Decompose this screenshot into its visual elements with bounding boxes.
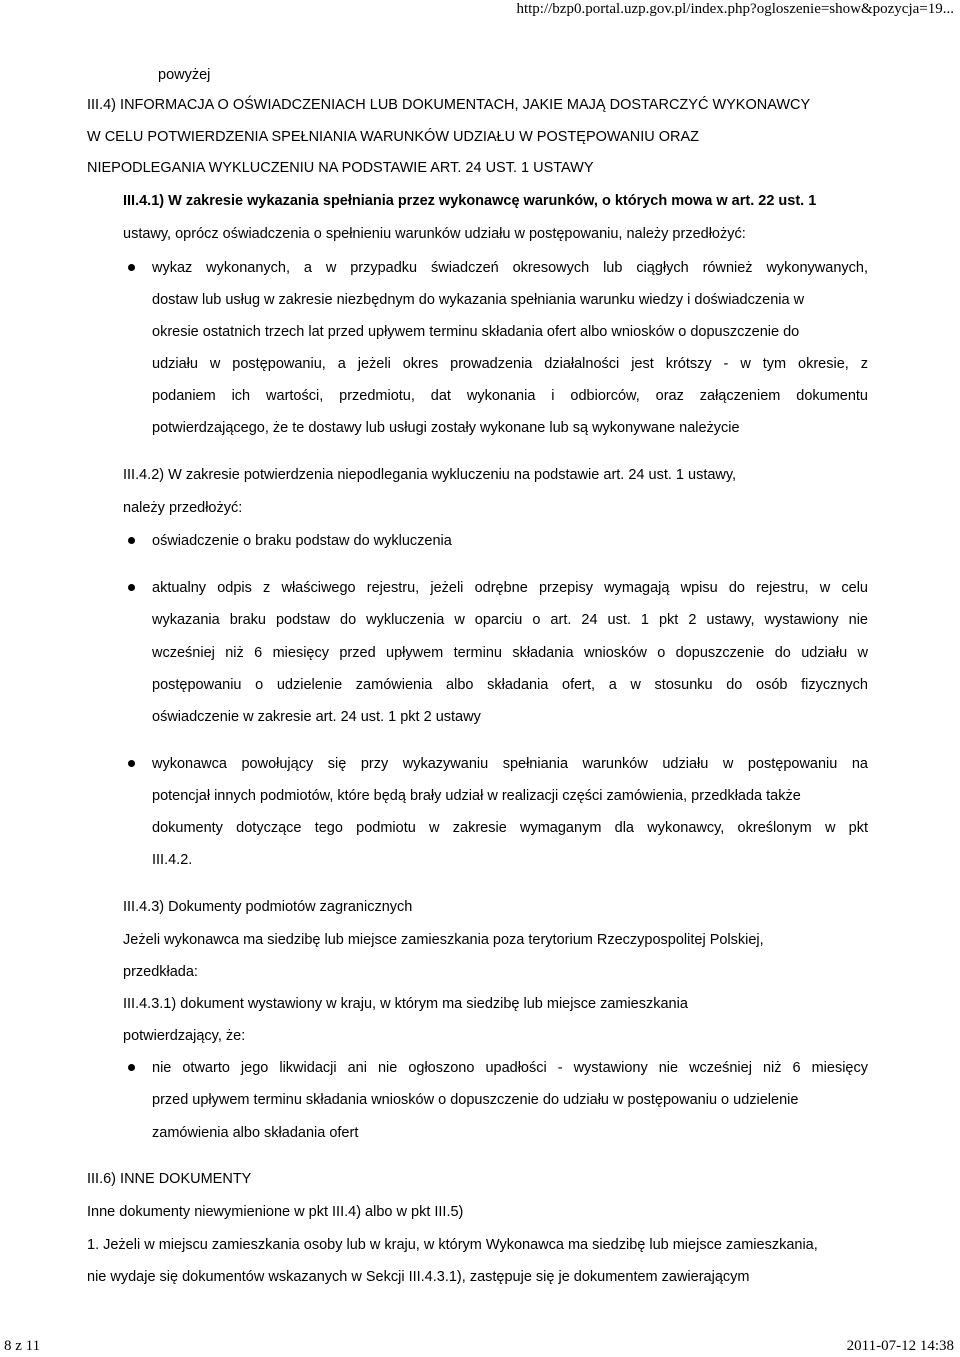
paragraph-line: 1. Jeżeli w miejscu zamieszkania osoby lub w kraju, w którym Wykonawca ma siedzibę lub miejsce zamieszkania, [87,1237,818,1253]
list-item-line: wykaz wykonanych, a w przypadku świadczeń okresowych lub ciągłych również wykonywanych, [152,260,868,276]
bullet-icon [128,760,135,767]
list-item-line: zamówienia albo składania ofert [152,1125,359,1141]
section-heading: III.6) INNE DOKUMENTY [87,1171,252,1187]
list-item-line: dokumenty dotyczące tego podmiotu w zakresie wymaganym dla wykonawcy, określonym w pkt [152,820,868,836]
page-number: 8 z 11 [4,1338,41,1354]
list-item-line: oświadczenie w zakresie art. 24 ust. 1 pkt 2 ustawy [152,709,481,725]
section-subheading: Inne dokumenty niewymienione w pkt III.4) albo w pkt III.5) [87,1204,464,1220]
list-item-line: dostaw lub usług w zakresie niezbędnym do wykazania spełniania warunku wiedzy i doświadczenia w [152,292,805,308]
list-item-line: oświadczenie o braku podstaw do wykluczenia [152,533,452,549]
subsection-heading-line: III.4.3.1) dokument wystawiony w kraju, w którym ma siedzibę lub miejsce zamieszkania [123,996,688,1012]
list-item-line: wykonawca powołujący się przy wykazywaniu spełniania warunków udziału w postępowaniu na [152,756,868,772]
subsection-heading-line: III.4.2) W zakresie potwierdzenia niepodlegania wykluczeniu na podstawie art. 24 ust. 1 ustawy, [123,467,737,483]
subsection-heading-line: należy przedłożyć: [123,500,243,516]
list-item-line: okresie ostatnich trzech lat przed upływem terminu składania ofert albo wniosków o dopuszczenie do [152,324,800,340]
print-timestamp: 2011-07-12 14:38 [846,1338,954,1354]
section-heading-line: III.4) INFORMACJA O OŚWIADCZENIACH LUB DOKUMENTACH, JAKIE MAJĄ DOSTARCZYĆ WYKONAWCY [87,97,811,113]
list-item-line: podaniem ich wartości, przedmiotu, dat wykonania i odbiorców, oraz załączeniem dokumentu [152,388,868,404]
list-item-line: postępowaniu o udzielenie zamówienia albo składania ofert, a w stosunku do osób fizycznych [152,677,868,693]
list-item-line: wcześniej niż 6 miesięcy przed upływem terminu składania wniosków o dopuszczenie do udziału w [152,645,868,661]
list-item-line: potencjał innych podmiotów, które będą brały udział w realizacji części zamówienia, przedkłada także [152,788,801,804]
subsection-intro-line: Jeżeli wykonawca ma siedzibę lub miejsce zamieszkania poza terytorium Rzeczypospolitej Polskiej, [123,932,764,948]
list-item-line: nie otwarto jego likwidacji ani nie ogłoszono upadłości - wystawiony nie wcześniej niż 6 miesięcy [152,1060,868,1076]
bullet-icon [128,537,135,544]
list-item-line: wykazania braku podstaw do wykluczenia w oparciu o art. 24 ust. 1 pkt 2 ustawy, wystawiony nie [152,612,868,628]
continuation-text: powyżej [158,67,211,83]
subsection-heading: III.4.3) Dokumenty podmiotów zagranicznych [123,899,413,915]
list-item-line: udziału w postępowaniu, a jeżeli okres prowadzenia działalności jest krótszy - w tym okresie, z [152,356,868,372]
subsection-intro-line: przedkłada: [123,964,198,980]
section-heading-line: W CELU POTWIERDZENIA SPEŁNIANIA WARUNKÓW UDZIAŁU W POSTĘPOWANIU ORAZ [87,129,700,145]
bullet-icon [128,1064,135,1071]
subsection-heading-line: potwierdzający, że: [123,1028,246,1044]
paragraph-line: nie wydaje się dokumentów wskazanych w Sekcji III.4.3.1), zastępuje się je dokumentem zawierającym [87,1269,750,1285]
subsection-heading-line: ustawy, oprócz oświadczenia o spełnieniu warunków udziału w postępowaniu, należy przedłożyć: [123,226,746,242]
list-item-line: potwierdzającego, że te dostawy lub usługi zostały wykonane lub są wykonywane należycie [152,420,740,436]
bullet-icon [128,264,135,271]
list-item-line: III.4.2. [152,852,193,868]
list-item-line: przed upływem terminu składania wniosków o dopuszczenie do udziału w postępowaniu o udzielenie [152,1092,799,1108]
list-item-line: aktualny odpis z właściwego rejestru, jeżeli odrębne przepisy wymagają wpisu do rejestru, w celu [152,580,868,596]
page-url: http://bzp0.portal.uzp.gov.pl/index.php?ogloszenie=show&pozycja=19... [516,1,954,17]
subsection-heading-line: III.4.1) W zakresie wykazania spełniania przez wykonawcę warunków, o których mowa w art. 22 ust. 1 [123,193,817,209]
bullet-icon [128,584,135,591]
section-heading-line: NIEPODLEGANIA WYKLUCZENIU NA PODSTAWIE ART. 24 UST. 1 USTAWY [87,160,594,176]
